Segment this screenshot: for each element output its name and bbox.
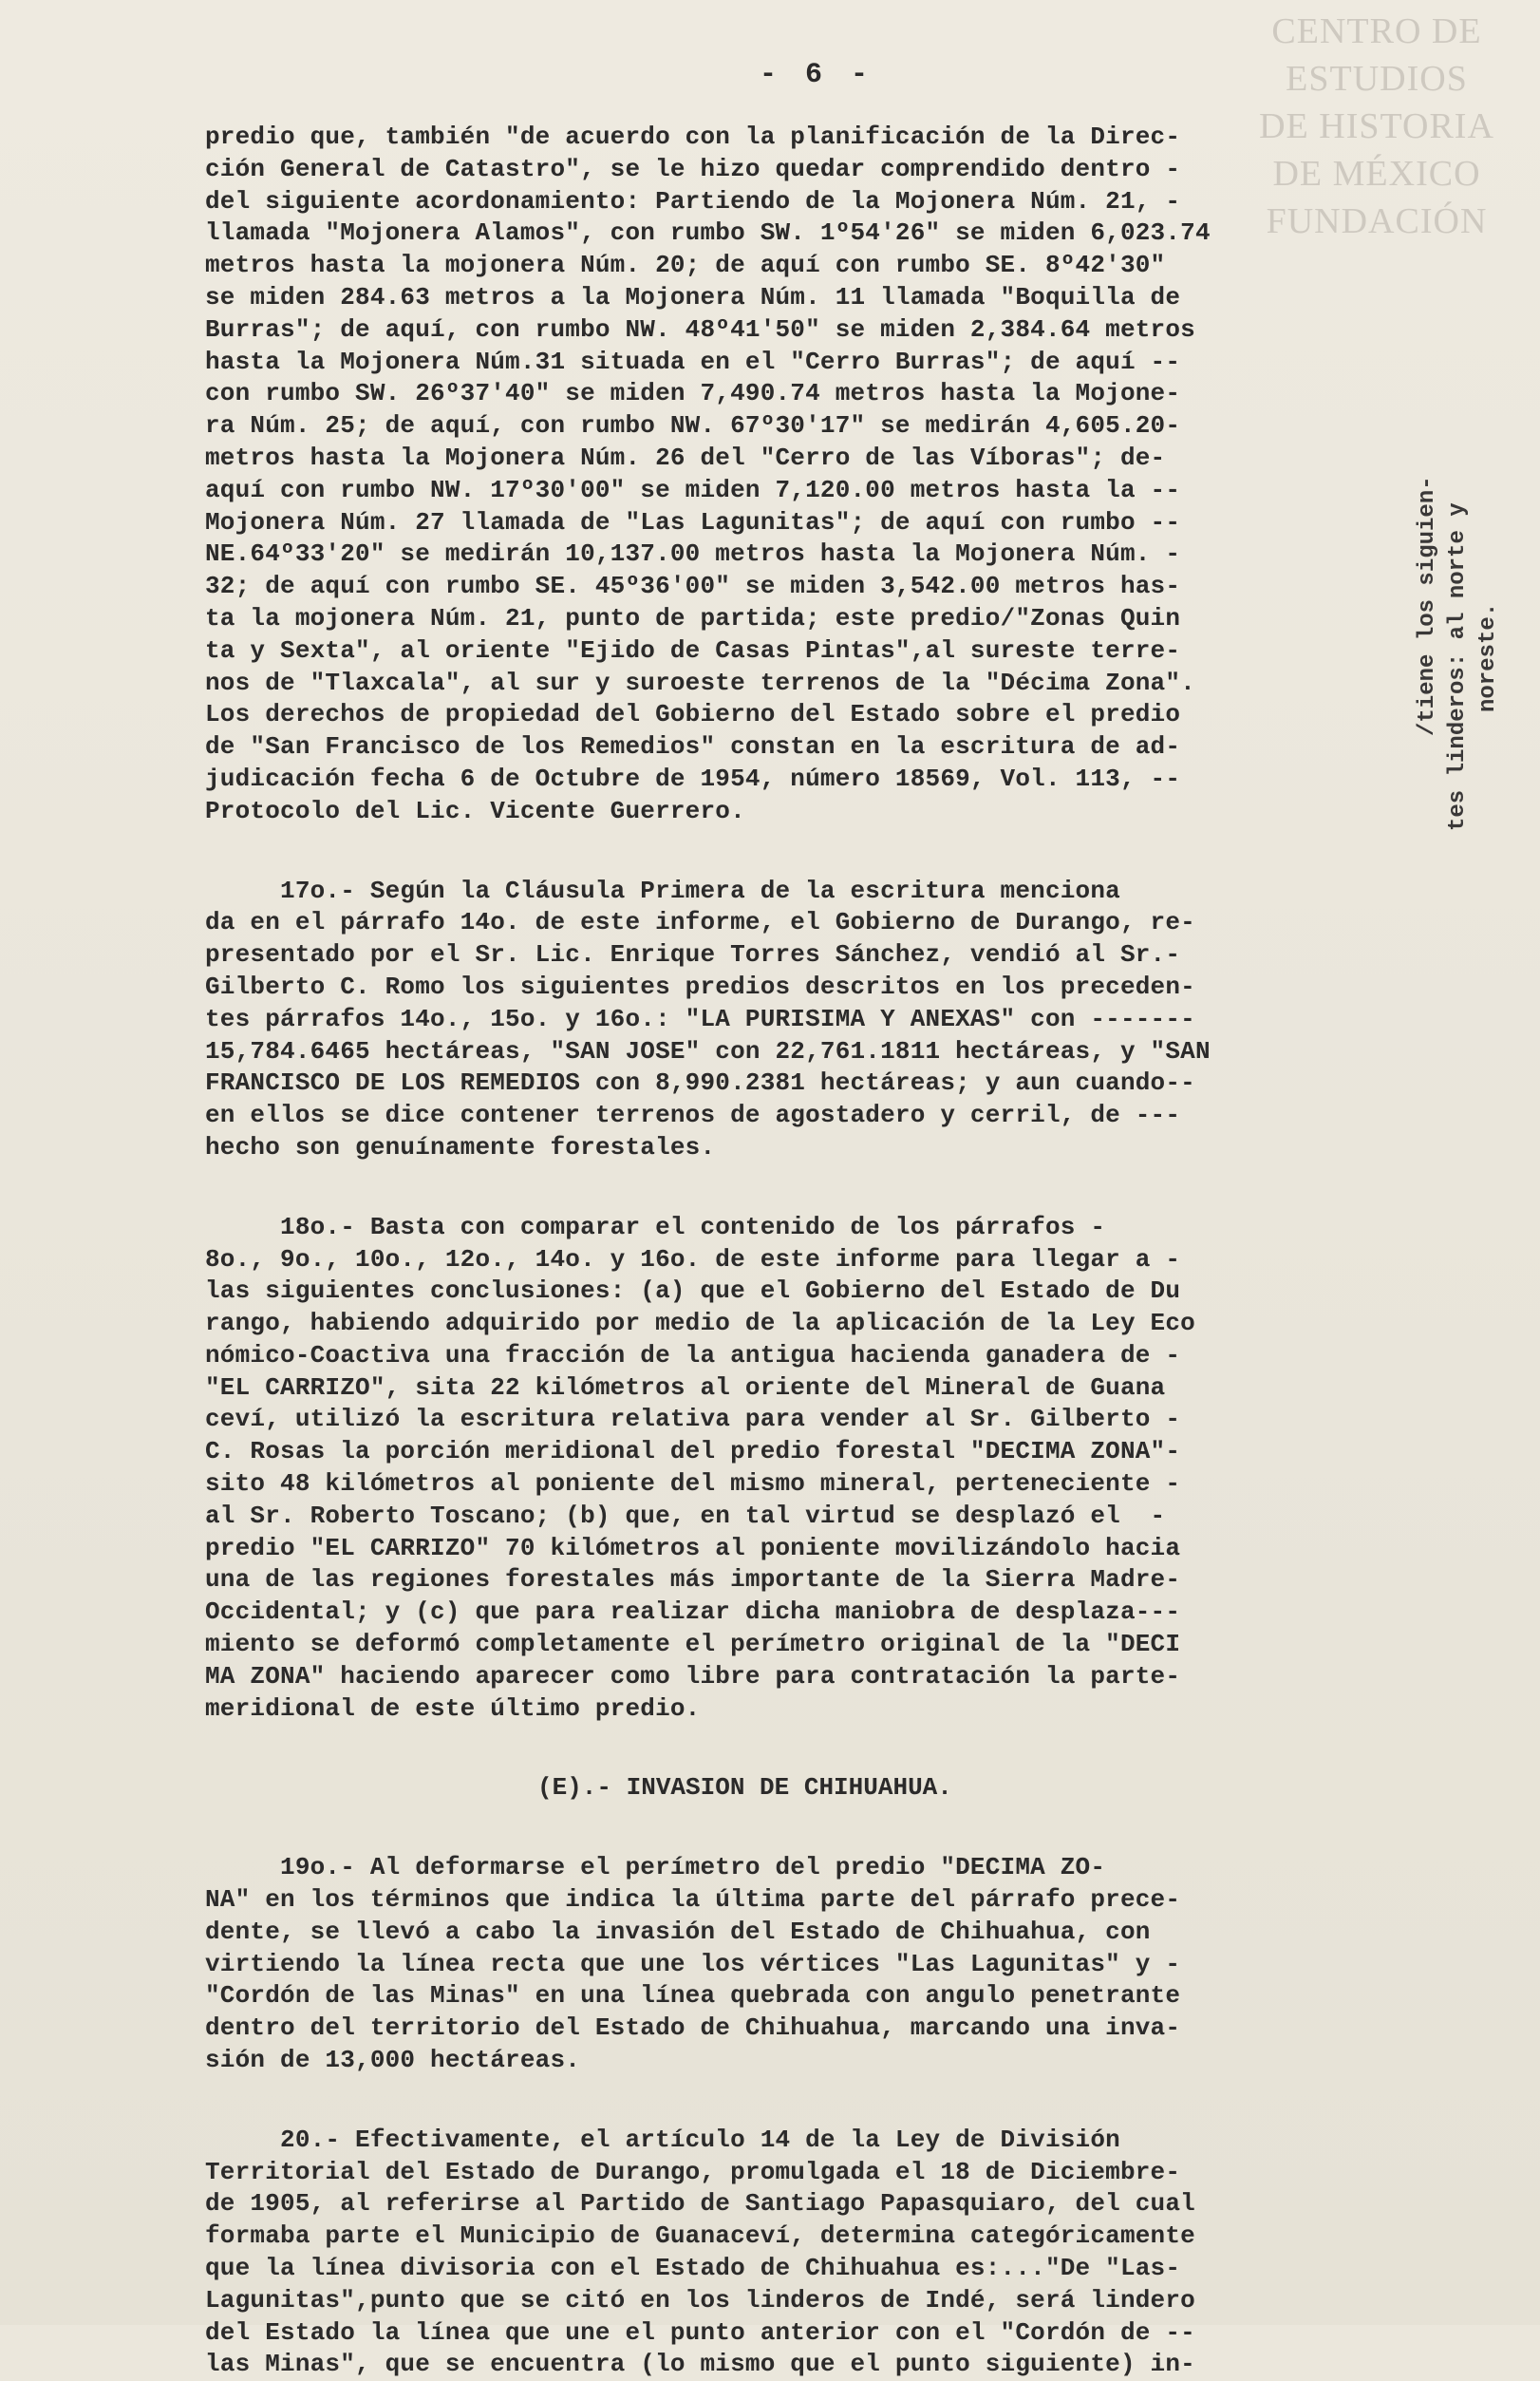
text-line: metros hasta la mojonera Núm. 20; de aquí con rumbo SE. 8º42'30" — [205, 251, 1166, 280]
watermark-line: FUNDACIÓN — [1266, 201, 1488, 241]
text-line: del Estado la línea que une el punto anterior con el "Cordón de -- — [205, 2317, 1195, 2347]
text-line: sito 48 kilómetros al poniente del mismo mineral, perteneciente - — [205, 1469, 1181, 1499]
paragraph-19 — [205, 1852, 1411, 2077]
text-line: ra Núm. 25; de aquí, con rumbo NW. 67º30'17" se medirán 4,605.20- — [205, 411, 1181, 441]
text-line: llamada "Mojonera Alamos", con rumbo SW. 1º54'26" se miden 6,023.74 — [205, 218, 1211, 248]
text-line: 32; de aquí con rumbo SE. 45º36'00" se miden 3,542.00 metros has- — [205, 572, 1181, 601]
watermark-line: DE MÉXICO — [1272, 154, 1481, 194]
text-line: ceví, utilizó la escritura relativa para vender al Sr. Gilberto - — [205, 1405, 1181, 1434]
text-line: FRANCISCO DE LOS REMEDIOS con 8,990.2381 hectáreas; y aun cuando-- — [205, 1068, 1195, 1098]
text-line: de "San Francisco de los Remedios" constan en la escritura de ad- — [205, 732, 1181, 762]
text-line: 18o.- Basta con comparar el contenido de los párrafos - — [205, 1212, 1106, 1241]
text-line: las Minas", que se encuentra (lo mismo que el punto siguiente) in- — [205, 2350, 1195, 2379]
text-line: al Sr. Roberto Toscano; (b) que, en tal virtud se desplazó el - — [205, 1501, 1166, 1530]
text-line: "EL CARRIZO", sita 22 kilómetros al oriente del Mineral de Guana — [205, 1372, 1166, 1402]
text-line: ta la mojonera Núm. 21, punto de partida; este predio/"Zonas Quin — [205, 603, 1181, 633]
text-line: con rumbo SW. 26º37'40" se miden 7,490.74 metros hasta la Mojone- — [205, 379, 1181, 408]
text-line: aquí con rumbo NW. 17º30'00" se miden 7,120.00 metros hasta la -- — [205, 475, 1181, 504]
text-line: de 1905, al referirse al Partido de Santiago Papasquiaro, del cual — [205, 2189, 1195, 2219]
margin-note-line: /tiene los siguien- — [1415, 476, 1440, 736]
text-line: predio que, también "de acuerdo con la planificación de la Direc- — [205, 123, 1181, 151]
text-line: "Cordón de las Minas" en una línea quebrada con angulo penetrante — [205, 1981, 1181, 2011]
watermark-line: ESTUDIOS — [1286, 59, 1468, 99]
text-line: dentro del territorio del Estado de Chihuahua, marcando una inva- — [205, 2013, 1181, 2043]
text-line: Territorial del Estado de Durango, promulgada el 18 de Diciembre- — [205, 2157, 1181, 2186]
text-line: Burras"; de aquí, con rumbo NW. 48º41'50" se miden 2,384.64 metros — [205, 314, 1195, 344]
text-line: en ellos se dice contener terrenos de agostadero y cerril, de --- — [205, 1101, 1181, 1130]
text-line: hecho son genuínamente forestales. — [205, 1132, 716, 1162]
paragraph-18 — [205, 1212, 1411, 1726]
text-line: NE.64º33'20" se medirán 10,137.00 metros hasta la Mojonera Núm. - — [205, 539, 1181, 569]
text-line: predio "EL CARRIZO" 70 kilómetros al poniente movilizándolo hacia — [205, 1533, 1181, 1562]
text-line: formaba parte el Municipio de Guanaceví, determina categóricamente — [205, 2221, 1195, 2251]
text-line: meridional de este último predio. — [205, 1693, 701, 1723]
text-line: 17o.- Según la Cláusula Primera de la escritura menciona — [205, 876, 1120, 905]
text-line: hasta la Mojonera Núm.31 situada en el "Cerro Burras"; de aquí -- — [205, 347, 1181, 376]
paragraph-20 — [205, 2125, 1411, 2381]
margin-note-line: tes linderos: al norte y — [1445, 502, 1471, 831]
paragraph-continuation — [205, 122, 1411, 828]
watermark-line: CENTRO DE — [1271, 11, 1482, 51]
text-line: Los derechos de propiedad del Gobierno del Estado sobre el predio — [205, 700, 1181, 729]
section-heading: (E).- INVASION DE CHIHUAHUA. — [537, 1773, 952, 1803]
text-line: virtiendo la línea recta que une los vértices "Las Lagunitas" y - — [205, 1949, 1181, 1978]
text-line: Mojonera Núm. 27 llamada de "Las Lagunitas"; de aquí con rumbo -- — [205, 507, 1181, 537]
text-line: nómico-Coactiva una fracción de la antigua hacienda ganadera de - — [205, 1340, 1181, 1370]
text-line: sión de 13,000 hectáreas. — [205, 2046, 581, 2075]
text-line: C. Rosas la porción meridional del predio forestal "DECIMA ZONA"- — [205, 1437, 1181, 1466]
text-line: metros hasta la Mojonera Núm. 26 del "Cerro de las Víboras"; de- — [205, 443, 1166, 472]
text-line: una de las regiones forestales más importante de la Sierra Madre- — [205, 1565, 1181, 1595]
text-line: ta y Sexta", al oriente "Ejido de Casas Pintas",al sureste terre- — [205, 635, 1181, 665]
text-line: 20.- Efectivamente, el artículo 14 de la Ley de División — [205, 2125, 1120, 2154]
text-line: Protocolo del Lic. Vicente Guerrero. — [205, 796, 745, 825]
text-line: se miden 284.63 metros a la Mojonera Núm. 11 llamada "Boquilla de — [205, 282, 1181, 312]
text-line: del siguiente acordonamiento: Partiendo de la Mojonera Núm. 21, - — [205, 186, 1181, 216]
text-line: presentado por el Sr. Lic. Enrique Torres Sánchez, vendió al Sr.- — [205, 940, 1181, 970]
text-line: Occidental; y (c) que para realizar dicha maniobra de desplaza--- — [205, 1597, 1181, 1627]
text-line: ción General de Catastro", se le hizo quedar comprendido dentro - — [205, 154, 1181, 183]
text-line: 8o., 9o., 10o., 12o., 14o. y 16o. de este informe para llegar a - — [205, 1244, 1181, 1274]
text-line: judicación fecha 6 de Octubre de 1954, número 18569, Vol. 113, -- — [205, 764, 1181, 793]
paragraph-17 — [205, 876, 1411, 1164]
document-body — [205, 122, 1411, 2381]
text-line: nos de "Tlaxcala", al sur y suroeste terrenos de la "Décima Zona". — [205, 668, 1195, 697]
text-line: rango, habiendo adquirido por medio de la aplicación de la Ley Eco — [205, 1309, 1195, 1338]
text-line: Gilberto C. Romo los siguientes predios descritos en los preceden- — [205, 972, 1195, 1001]
text-line: tes párrafos 14o., 15o. y 16o.: "LA PURISIMA Y ANEXAS" con ------- — [205, 1004, 1195, 1033]
text-line: NA" en los términos que indica la última parte del párrafo prece- — [205, 1885, 1181, 1915]
watermark-line: DE HISTORIA — [1259, 106, 1494, 146]
text-line: 15,784.6465 hectáreas, "SAN JOSE" con 22,761.1811 hectáreas, y "SAN — [205, 1036, 1211, 1066]
text-line: que la línea divisoria con el Estado de Chihuahua es:..."De "Las- — [205, 2254, 1181, 2283]
text-line: 19o.- Al deformarse el perímetro del predio "DECIMA ZO- — [205, 1853, 1106, 1882]
text-line: miento se deformó completamente el perímetro original de la "DECI — [205, 1630, 1181, 1659]
text-line: Lagunitas",punto que se citó en los linderos de Indé, será lindero — [205, 2285, 1195, 2315]
margin-note — [1386, 476, 1540, 831]
text-line: da en el párrafo 14o. de este informe, el Gobierno de Durango, re- — [205, 908, 1195, 937]
text-line: dente, se llevó a cabo la invasión del Estado de Chihuahua, con — [205, 1917, 1151, 1946]
text-line: las siguientes conclusiones: (a) que el Gobierno del Estado de Du — [205, 1276, 1181, 1306]
text-line: MA ZONA" haciendo aparecer como libre para contratación la parte- — [205, 1661, 1181, 1691]
page-number: - 6 - — [759, 59, 873, 91]
margin-note-line: noreste. — [1475, 602, 1501, 712]
